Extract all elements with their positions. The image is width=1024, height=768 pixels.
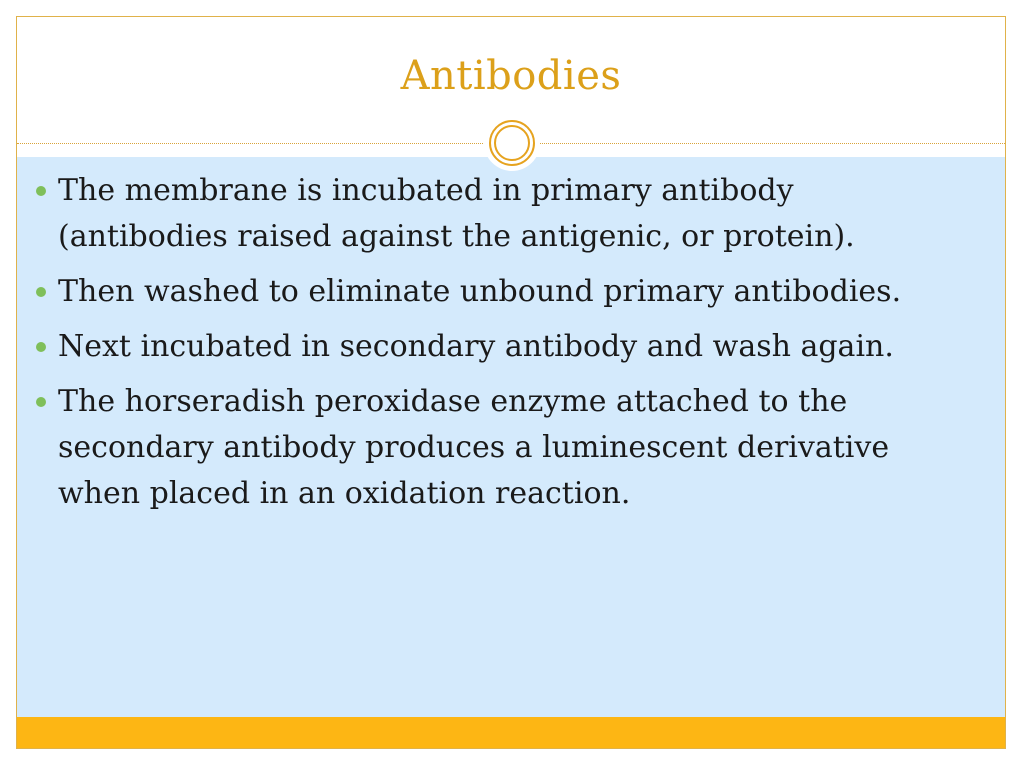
ornament-inner-ring bbox=[494, 125, 530, 161]
bullet-item bbox=[36, 324, 946, 370]
bullet-list bbox=[36, 168, 946, 526]
bullet-text: The horseradish peroxidase enzyme attached to the secondary antibody produces a luminescent derivative when placed in an oxidation reaction. bbox=[58, 384, 890, 511]
bullet-text: Then washed to eliminate unbound primary antibodies. bbox=[58, 274, 902, 309]
footer-bar bbox=[17, 717, 1005, 749]
bullet-item bbox=[36, 379, 946, 517]
bullet-item bbox=[36, 168, 946, 260]
bullet-text: Next incubated in secondary antibody and wash again. bbox=[58, 329, 894, 364]
round-bullet-icon bbox=[36, 397, 46, 407]
bullet-item bbox=[36, 269, 946, 315]
round-bullet-icon bbox=[36, 342, 46, 352]
double-circle-ornament-icon bbox=[484, 115, 540, 171]
round-bullet-icon bbox=[36, 287, 46, 297]
bullet-text: The membrane is incubated in primary antibody (antibodies raised against the antigenic, or protein). bbox=[58, 173, 855, 254]
round-bullet-icon bbox=[36, 186, 46, 196]
slide-title: Antibodies bbox=[400, 53, 622, 99]
